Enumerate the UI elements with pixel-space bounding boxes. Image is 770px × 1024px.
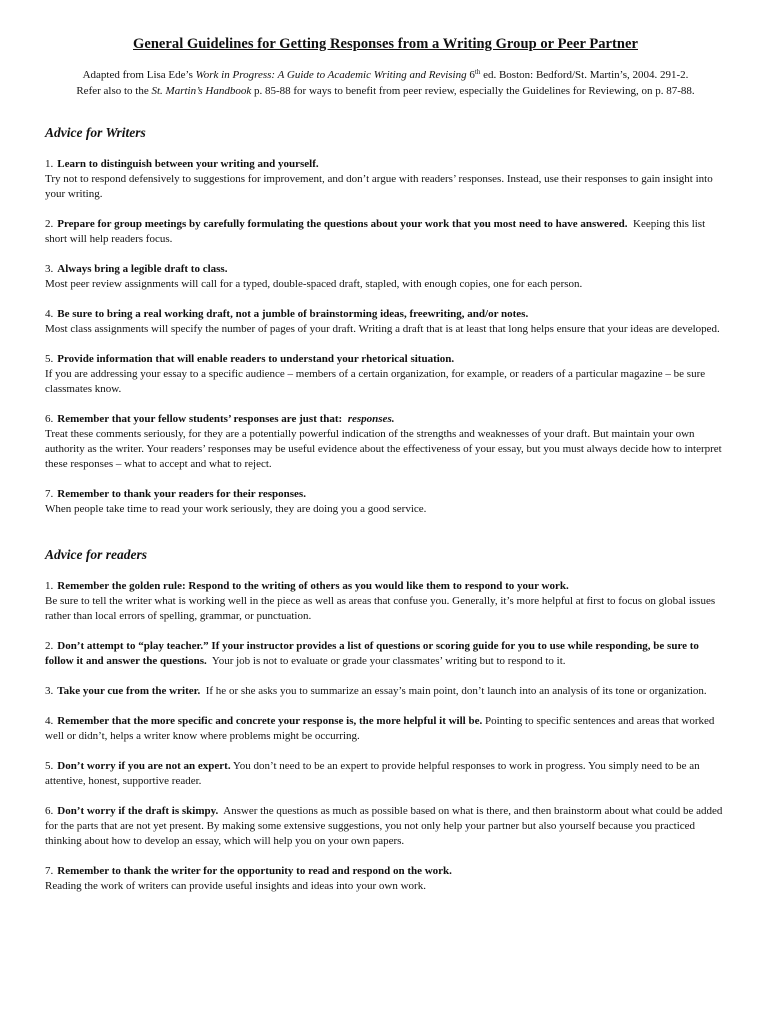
advice-text: You don’t need to be an expert to provide helpful responses to work in progress. You simply need to be an attentive, honest, supportive reader.	[45, 760, 700, 787]
advice-text: Most peer review assignments will call for a typed, double-spaced draft, stapled, with enough copies, one for each person.	[45, 278, 583, 290]
advice-text: Your job is not to evaluate or grade your classmates’ writing but to respond to it.	[211, 655, 566, 667]
writer-advice-item: 2. Prepare for group meetings by carefully formulating the questions about your work that you most need to have answered. Keeping this list short will help readers focus.	[45, 218, 706, 245]
advice-text: If he or she asks you to summarize an essay’s main point, don’t launch into an analysis of its tone or organization.	[205, 685, 707, 697]
advice-heading: Remember that your fellow students’ responses are just that:	[57, 413, 343, 425]
advice-text: Keeping this list short will help readers focus.	[45, 218, 706, 245]
writer-advice-item: 3. Always bring a legible draft to class. Most peer review assignments will call for a typed, double-spaced draft, stapled, with enough copies, one for each person.	[45, 262, 726, 292]
readers-section-heading: Advice for readers	[45, 547, 147, 562]
advice-heading: Take your cue from the writer.	[57, 685, 201, 697]
advice-heading: Remember the golden rule: Respond to the writing of others as you would like them to respond to your work.	[57, 580, 569, 592]
handbook-title: St. Martin’s Handbook	[151, 84, 252, 97]
advice-emphasis: responses.	[347, 413, 395, 425]
advice-text: Pointing to specific sentences and areas that worked well or didn’t, helps a writer know where problems might be occurring.	[45, 715, 715, 742]
advice-heading: Be sure to bring a real working draft, not a jumble of brainstorming ideas, freewriting, and/or notes.	[57, 308, 529, 320]
advice-text: Be sure to tell the writer what is working well in the piece as well as areas that confuse you. Generally, it’s more helpful at first to focus on global issues rather than local errors of spelling, grammar, or punctuation.	[45, 595, 716, 622]
source-note	[45, 68, 726, 99]
advice-text: Try not to respond defensively to suggestions for improvement, and don’t argue with readers’ responses. Instead, use their responses to gain insight into your writing.	[45, 173, 713, 200]
advice-heading: Remember to thank the writer for the opportunity to read and respond on the work.	[57, 865, 452, 877]
reader-advice-item: 2. Don’t attempt to “play teacher.” If your instructor provides a list of questions or scoring guide for you to use while responding, be sure to follow it and answer the questions. Your job is not to evaluate or grade your classmates’ writing but to respond to it.	[45, 640, 699, 667]
advice-heading: Prepare for group meetings by carefully formulating the questions about your work that you most need to have answered.	[57, 218, 628, 230]
book-title: Work in Progress: A Guide to Academic Writing and Revising	[195, 69, 467, 81]
source-line-2: Refer also to the St. Martin’s Handbook p. 85-88 for ways to benefit from peer review, especially the Guidelines for Reviewing, on p. 87-88.	[76, 84, 695, 97]
advice-text: Most class assignments will specify the number of pages of your draft. Writing a draft that is at least that long helps ensure that your ideas are developed.	[45, 323, 720, 335]
advice-text: If you are addressing your essay to a specific audience – members of a certain organization, for example, or readers of a particular magazine – be sure classmates know.	[45, 368, 706, 395]
advice-heading: Provide information that will enable readers to understand your rhetorical situation.	[57, 353, 455, 365]
writer-advice-item: 7. Remember to thank your readers for their responses. When people take time to read your work seriously, they are doing you a good service.	[45, 487, 726, 517]
reader-advice-item: 4. Remember that the more specific and concrete your response is, the more helpful it will be. Pointing to specific sentences and areas that worked well or didn’t, helps a writer know where problems might be occurring.	[45, 715, 715, 742]
writer-advice-item: 1. Learn to distinguish between your writing and yourself. Try not to respond defensively to suggestions for improvement, and don’t argue with readers’ responses. Instead, use their responses to gain insight into your writing.	[45, 157, 726, 202]
advice-heading: Remember to thank your readers for their responses.	[57, 488, 306, 500]
writers-section-heading: Advice for Writers	[45, 125, 146, 140]
advice-text: Answer the questions as much as possible based on what is there, and then brainstorm about what could be added for the parts that are not yet present. By making some extensive suggestions, you not only help your partner but also yourself because you practiced thinking about how to develop an essay, which will help you on your own papers.	[45, 805, 723, 847]
advice-heading: Don’t worry if you are not an expert.	[57, 760, 231, 772]
advice-text: Reading the work of writers can provide useful insights and ideas into your own work.	[45, 880, 426, 892]
advice-heading: Don’t worry if the draft is skimpy.	[57, 805, 219, 817]
document-title: General Guidelines for Getting Responses from a Writing Group or Peer Partner	[133, 36, 638, 52]
reader-advice-item: 3. Take your cue from the writer. If he or she asks you to summarize an essay’s main point, don’t launch into an analysis of its tone or organization.	[45, 685, 707, 697]
writer-advice-item: 6. Remember that your fellow students’ responses are just that: responses. Treat these comments seriously, for they are a potentially powerful indication of the strengths and weaknesses of your draft. But maintain your own authority as the writer. Your readers’ responses may be useful evidence about the effectiveness of your essay, but you must always decide how to interpret these responses – what to accept and what to reject.	[45, 412, 726, 472]
advice-heading: Learn to distinguish between your writing and yourself.	[57, 158, 319, 170]
advice-heading: Remember that the more specific and concrete your response is, the more helpful it will be.	[57, 715, 483, 727]
reader-advice-item: 1. Remember the golden rule: Respond to the writing of others as you would like them to respond to your work. Be sure to tell the writer what is working well in the piece as well as areas that confuse you. Generally, it’s more helpful at first to focus on global issues rather than local errors of spelling, grammar, or punctuation.	[45, 579, 726, 624]
advice-heading: Don’t attempt to “play teacher.” If your instructor provides a list of questions or scoring guide for you to use while responding, be sure to follow it and answer the questions.	[45, 640, 699, 667]
writer-advice-item: 4. Be sure to bring a real working draft, not a jumble of brainstorming ideas, freewriting, and/or notes. Most class assignments will specify the number of pages of your draft. Writing a draft that is at least that long helps ensure that your ideas are developed.	[45, 307, 726, 337]
source-line-1: Adapted from Lisa Ede’s Work in Progress: A Guide to Academic Writing and Revising 6th ed. Boston: Bedford/St. Martin’s, 2004. 291-2.	[82, 68, 689, 81]
reader-advice-item: 6. Don’t worry if the draft is skimpy. Answer the questions as much as possible based on what is there, and then brainstorm about what could be added for the parts that are not yet present. By making some extensive suggestions, you not only help your partner but also yourself because you practiced thinking about how to develop an essay, which will help you on your own papers.	[45, 805, 723, 847]
advice-text: When people take time to read your work seriously, they are doing you a good service.	[45, 503, 427, 515]
advice-text: Treat these comments seriously, for they are a potentially powerful indication of the strengths and weaknesses of your draft. But maintain your own authority as the writer. Your readers’ responses may be useful evidence about the effectiveness of your essay, but you must always decide how to interpret these responses – what to accept and what to reject.	[45, 428, 722, 470]
writer-advice-item: 5. Provide information that will enable readers to understand your rhetorical situation. If you are addressing your essay to a specific audience – members of a certain organization, for example, or readers of a particular magazine – be sure classmates know.	[45, 352, 726, 397]
reader-advice-item: 7. Remember to thank the writer for the opportunity to read and respond on the work. Reading the work of writers can provide useful insights and ideas into your own work.	[45, 864, 726, 894]
reader-advice-item: 5. Don’t worry if you are not an expert. You don’t need to be an expert to provide helpful responses to work in progress. You simply need to be an attentive, honest, supportive reader.	[45, 760, 700, 787]
advice-heading: Always bring a legible draft to class.	[57, 263, 228, 275]
